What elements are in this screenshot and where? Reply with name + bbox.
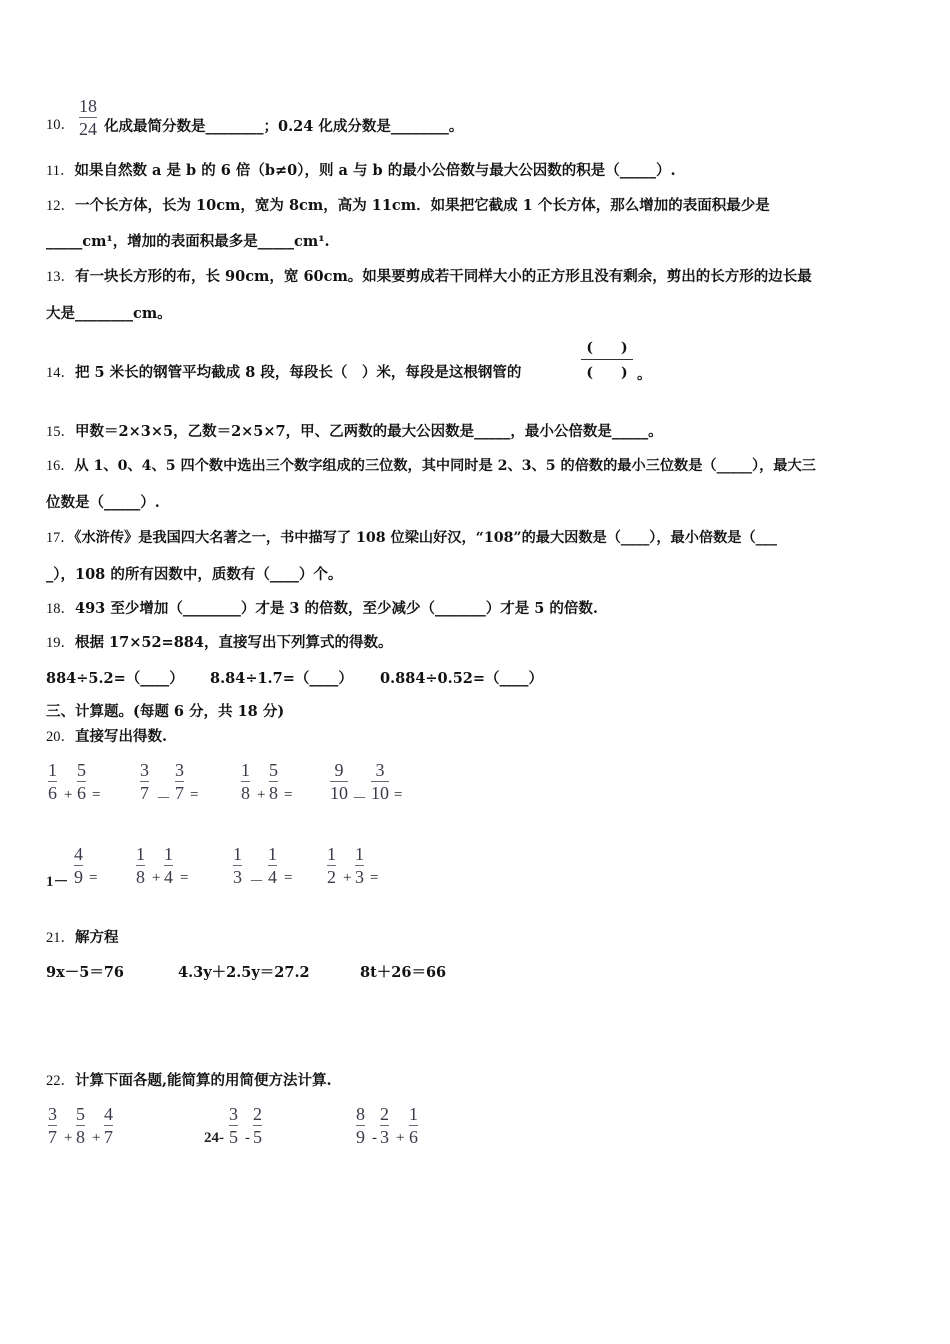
question-text: 根据 17×52=884，直接写出下列算式的得数。 bbox=[75, 634, 393, 651]
fraction: 3 7 bbox=[175, 760, 184, 803]
numerator: 18 bbox=[79, 96, 97, 116]
question-number: 16． bbox=[46, 458, 75, 474]
equation: 9x－5＝76 bbox=[46, 964, 125, 981]
calc-item: 884÷5.2=（____） bbox=[46, 670, 184, 687]
calc-item: 0.884÷0.52=（____） bbox=[380, 670, 544, 687]
fraction: 9 10 bbox=[330, 760, 348, 803]
question-text: 一个长方体，长为 10cm，宽为 8cm，高为 11cm．如果把它截成 1 个长方体，那么增加的表面积最少是 bbox=[75, 197, 770, 214]
fraction: 5 6 bbox=[77, 760, 86, 803]
operator: + bbox=[396, 1130, 405, 1146]
question-13-line2: 大是________cm。 bbox=[46, 305, 172, 322]
fraction: 1 6 bbox=[409, 1104, 418, 1147]
question-number: 19． bbox=[46, 635, 75, 651]
question-number: 21． bbox=[46, 930, 75, 946]
equals-sign: = bbox=[190, 787, 199, 803]
operator: － bbox=[352, 791, 368, 807]
question-10 bbox=[46, 115, 75, 135]
lead-term: 1－ bbox=[46, 874, 69, 890]
fraction: 4 9 bbox=[74, 844, 83, 887]
operator: + bbox=[64, 787, 73, 803]
fraction: 3 5 bbox=[229, 1104, 238, 1147]
calc-item: 8.84÷1.7=（____） bbox=[210, 670, 353, 687]
blank-denominator: ( ) bbox=[586, 365, 628, 381]
fraction: 2 5 bbox=[253, 1104, 262, 1147]
fraction: 1 2 bbox=[327, 844, 336, 887]
question-14-tail: 。 bbox=[637, 366, 652, 383]
fraction: 1 4 bbox=[268, 844, 277, 887]
question-number: 10． bbox=[46, 117, 75, 133]
operator: － bbox=[249, 874, 265, 890]
question-text: 493 至少增加（________）才是 3 的倍数，至少减少（_______）才是 5 的倍数. bbox=[75, 600, 598, 617]
section-heading: 三、计算题。(每题 6 分，共 18 分) bbox=[46, 703, 285, 720]
operator: + bbox=[343, 870, 352, 886]
equals-sign: = bbox=[284, 870, 293, 886]
denominator: 24 bbox=[79, 119, 97, 139]
question-text: 如果自然数 a 是 b 的 6 倍（b≠0），则 a 与 b 的最小公倍数与最大公因数的积是（_____）. bbox=[74, 162, 676, 179]
fraction: 8 9 bbox=[356, 1104, 365, 1147]
fraction: 1 8 bbox=[241, 760, 250, 803]
fraction: 1 4 bbox=[164, 844, 173, 887]
fraction: 3 7 bbox=[48, 1104, 57, 1147]
fraction: 1 3 bbox=[233, 844, 242, 887]
equals-sign: = bbox=[89, 870, 98, 886]
question-number: 18． bbox=[46, 601, 75, 617]
question-21 bbox=[46, 928, 119, 948]
equation: 8t＋26＝66 bbox=[360, 964, 447, 981]
operator: － bbox=[156, 791, 172, 807]
equals-sign: = bbox=[394, 787, 403, 803]
operator: + bbox=[64, 1130, 73, 1146]
fraction: 4 7 bbox=[104, 1104, 113, 1147]
equation: 4.3y＋2.5y＝27.2 bbox=[178, 964, 310, 981]
question-16-line2: 位数是（_____）. bbox=[46, 494, 160, 511]
question-19 bbox=[46, 633, 392, 653]
question-12 bbox=[46, 196, 770, 216]
question-22 bbox=[46, 1071, 332, 1091]
question-text: 直接写出得数. bbox=[75, 728, 168, 745]
blank-fraction bbox=[581, 337, 633, 382]
question-10-text: 化成最简分数是________；0.24 化成分数是________。 bbox=[104, 118, 464, 135]
fraction: 3 10 bbox=[371, 760, 389, 803]
question-15 bbox=[46, 422, 663, 442]
fraction: 1 6 bbox=[48, 760, 57, 803]
fraction: 1 3 bbox=[355, 844, 364, 887]
fraction: 5 8 bbox=[269, 760, 278, 803]
question-number: 11． bbox=[46, 163, 75, 179]
question-14 bbox=[46, 363, 521, 383]
question-text: 计算下面各题,能简算的用简便方法计算. bbox=[75, 1072, 332, 1089]
question-number: 17． bbox=[46, 530, 75, 546]
question-13 bbox=[46, 267, 812, 287]
question-17-line2: _），108 的所有因数中，质数有（____）个。 bbox=[46, 566, 343, 583]
equals-sign: = bbox=[370, 870, 379, 886]
question-number: 22． bbox=[46, 1073, 75, 1089]
equals-sign: = bbox=[284, 787, 293, 803]
blank-numerator: ( ) bbox=[586, 340, 628, 356]
question-text: 解方程 bbox=[75, 929, 119, 946]
question-16 bbox=[46, 456, 816, 476]
fraction: 2 3 bbox=[380, 1104, 389, 1147]
fraction: 5 8 bbox=[76, 1104, 85, 1147]
question-number: 20． bbox=[46, 729, 75, 745]
question-text: 从 1、0、4、5 四个数中选出三个数字组成的三位数，其中同时是 2、3、5 的倍数的最小三位数是（_____），最大三 bbox=[74, 458, 816, 474]
fraction: 3 7 bbox=[140, 760, 149, 803]
fraction-18-24 bbox=[79, 96, 97, 139]
question-number: 13． bbox=[46, 269, 75, 285]
question-number: 12． bbox=[46, 198, 75, 214]
question-11 bbox=[46, 161, 676, 181]
operator: + bbox=[92, 1130, 101, 1146]
question-17 bbox=[46, 528, 777, 548]
question-text: 有一块长方形的布，长 90cm，宽 60cm。如果要剪成若干同样大小的正方形且没有剩余，剪出的长方形的边长最 bbox=[75, 268, 812, 285]
operator: - bbox=[372, 1130, 377, 1146]
question-text: 《水浒传》是我国四大名著之一，书中描写了 108 位梁山好汉，“108”的最大因数是（____），最小倍数是（___ bbox=[74, 530, 777, 546]
question-20 bbox=[46, 727, 167, 747]
question-number: 14． bbox=[46, 365, 75, 381]
equals-sign: = bbox=[92, 787, 101, 803]
question-text: 甲数＝2×3×5，乙数＝2×5×7，甲、乙两数的最大公因数是_____，最小公倍数是_____。 bbox=[75, 423, 663, 440]
fraction: 1 8 bbox=[136, 844, 145, 887]
operator: - bbox=[245, 1130, 250, 1146]
question-text: 把 5 米长的钢管平均截成 8 段，每段长（ ）米，每段是这根钢管的 bbox=[75, 364, 522, 381]
operator: + bbox=[152, 870, 161, 886]
question-12-line2: _____cm¹，增加的表面积最多是_____cm¹. bbox=[46, 233, 330, 250]
operator: + bbox=[257, 787, 266, 803]
question-number: 15． bbox=[46, 424, 75, 440]
lead-term: 24- bbox=[204, 1130, 224, 1146]
equals-sign: = bbox=[180, 870, 189, 886]
question-18 bbox=[46, 599, 598, 619]
